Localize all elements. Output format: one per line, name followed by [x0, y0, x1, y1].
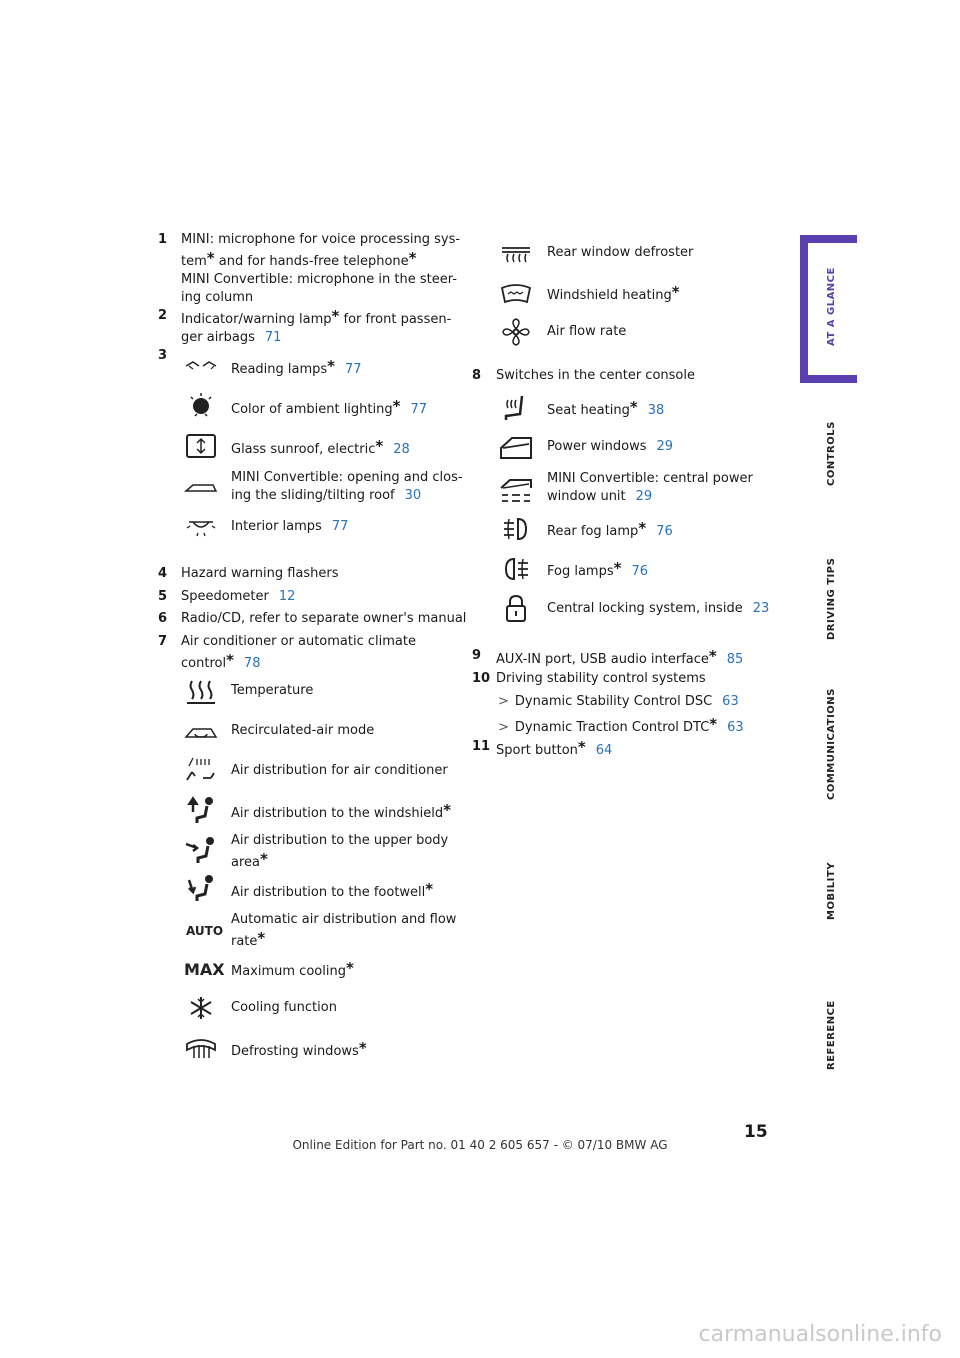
item-number: 2 [158, 308, 168, 323]
item-2-text: Indicator/warning lamp* for front passen- ger airbags 71 [181, 307, 452, 345]
fog-lamps-icon [498, 555, 534, 583]
seat-heating-icon [498, 394, 534, 422]
convertible-roof-icon [183, 473, 219, 501]
group7-label: Air distribution to the upper body area* [231, 833, 449, 870]
ambient-lighting-icon [183, 391, 219, 419]
item-11-text: Sport button* 64 [496, 738, 613, 758]
group7b-label: Windshield heating* [547, 283, 680, 303]
item-6-text: Radio/CD, refer to separate owner's manual [181, 611, 467, 626]
page-ref-link[interactable]: 38 [647, 403, 665, 418]
page-ref-link[interactable]: 77 [410, 402, 428, 417]
item-8-text: Switches in the center console [496, 368, 695, 383]
group8-label: Fog lamps* 76 [547, 559, 649, 579]
group3-label: Color of ambient lighting* 77 [231, 397, 428, 417]
footer-text: Online Edition for Part no. 01 40 2 605 657 - © 07/10 BMW AG [292, 1138, 668, 1152]
item-number: 1 [158, 232, 168, 247]
page-ref-link[interactable]: 30 [404, 488, 422, 503]
air-windshield-icon [183, 796, 219, 824]
recirculated-air-icon [183, 718, 219, 746]
tab-communications[interactable]: COMMUNICATIONS [826, 688, 837, 800]
group7-label: Cooling function [231, 1000, 337, 1015]
max-icon: MAX [184, 960, 225, 979]
group7-label: Air distribution to the footwell* [231, 880, 434, 900]
rear-fog-lamp-icon [498, 515, 534, 543]
group8-label: Central locking system, inside 23 [547, 601, 770, 616]
central-locking-icon [498, 594, 534, 626]
tab-driving-tips[interactable]: DRIVING TIPS [826, 557, 837, 640]
page-ref-link[interactable]: 63 [722, 694, 739, 709]
item-10-bullet-2: > Dynamic Traction Control DTC* 63 [498, 715, 744, 735]
tab-mobility[interactable]: MOBILITY [826, 862, 837, 920]
page-ref-link[interactable]: 23 [752, 601, 770, 616]
item-number: 8 [472, 368, 482, 383]
item-10-text: Driving stability control systems [496, 671, 706, 686]
item-number: 3 [158, 348, 168, 363]
page-ref-link[interactable]: 77 [331, 519, 349, 534]
auto-icon: AUTO [186, 924, 224, 938]
temperature-icon [183, 677, 219, 705]
item-4-text: Hazard warning flashers [181, 566, 339, 581]
air-upper-body-icon [183, 836, 219, 864]
item-5-text: Speedometer 12 [181, 589, 296, 604]
interior-lamps-icon [183, 514, 219, 542]
page-ref-link[interactable]: 78 [243, 656, 261, 671]
group8-label: Rear fog lamp* 76 [547, 519, 673, 539]
item-9-text: AUX-IN port, USB audio interface* 85 [496, 647, 744, 667]
item-10-bullet-1: > Dynamic Stability Control DSC 63 [498, 694, 739, 709]
item-7-text: Air conditioner or automatic climate control* 78 [181, 634, 416, 671]
page-ref-link[interactable]: 64 [595, 743, 613, 758]
group3-label: Reading lamps* 77 [231, 357, 362, 377]
item-number: 4 [158, 566, 168, 581]
tab-at-a-glance[interactable]: AT A GLANCE [826, 267, 837, 346]
page-ref-link[interactable]: 85 [726, 652, 744, 667]
tab-controls[interactable]: CONTROLS [826, 421, 837, 486]
group8-label: Seat heating* 38 [547, 398, 665, 418]
air-footwell-icon [183, 874, 219, 902]
rear-defroster-icon [498, 240, 534, 268]
group3-label: Interior lamps 77 [231, 519, 349, 534]
page-ref-link[interactable]: 63 [727, 720, 744, 735]
cooling-snowflake-icon [183, 994, 219, 1022]
item-number: 5 [158, 589, 168, 604]
item-number: 6 [158, 611, 168, 626]
reading-lamps-icon [183, 352, 219, 380]
page-ref-link[interactable]: 71 [264, 330, 282, 345]
glass-sunroof-icon [183, 432, 219, 460]
page-ref-link[interactable]: 29 [635, 489, 653, 504]
item-number: 10 [472, 671, 491, 686]
central-window-icon [498, 476, 534, 504]
page-ref-link[interactable]: 28 [393, 442, 410, 457]
item-number: 7 [158, 634, 168, 649]
group8-label: Power windows 29 [547, 439, 674, 454]
tab-reference[interactable]: REFERENCE [826, 1000, 837, 1070]
air-flow-fan-icon [498, 318, 534, 346]
group3-label: Glass sunroof, electric* 28 [231, 437, 410, 457]
group7-label: Automatic air distribution and flow rate* [231, 912, 457, 949]
item-number: 9 [472, 648, 482, 663]
page-ref-link[interactable]: 76 [656, 524, 673, 539]
page-ref-link[interactable]: 12 [278, 589, 296, 604]
air-distribution-ac-icon [183, 756, 219, 784]
item-number: 11 [472, 739, 491, 754]
group7b-label: Air flow rate [547, 324, 627, 339]
windshield-heating-icon [498, 280, 534, 308]
group3-label: MINI Convertible: opening and clos- ing the sliding/tilting roof 30 [231, 470, 463, 503]
group7-label: Recirculated-air mode [231, 723, 375, 738]
group7-label: Temperature [231, 683, 314, 698]
page-ref-link[interactable]: 77 [345, 362, 362, 377]
page-ref-link[interactable]: 76 [631, 564, 649, 579]
group8-label: MINI Convertible: central power window unit 29 [547, 471, 753, 504]
watermark: carmanualsonline.info [698, 1322, 942, 1347]
group7b-label: Rear window defroster [547, 245, 694, 260]
group7-label: Maximum cooling* [231, 959, 354, 979]
page-ref-link[interactable]: 29 [656, 439, 674, 454]
power-windows-icon [498, 434, 534, 462]
group7-label: Air distribution to the windshield* [231, 801, 451, 821]
group7-label: Defrosting windows* [231, 1039, 367, 1059]
group7-label: Air distribution for air conditioner [231, 763, 448, 778]
item-1-text: MINI: microphone for voice processing sys- tem* and for hands-free telephone* MINI Convertible: microphone in the steer- ing column [181, 232, 461, 305]
page-number: 15 [744, 1122, 768, 1142]
defrost-windows-icon [183, 1034, 219, 1062]
